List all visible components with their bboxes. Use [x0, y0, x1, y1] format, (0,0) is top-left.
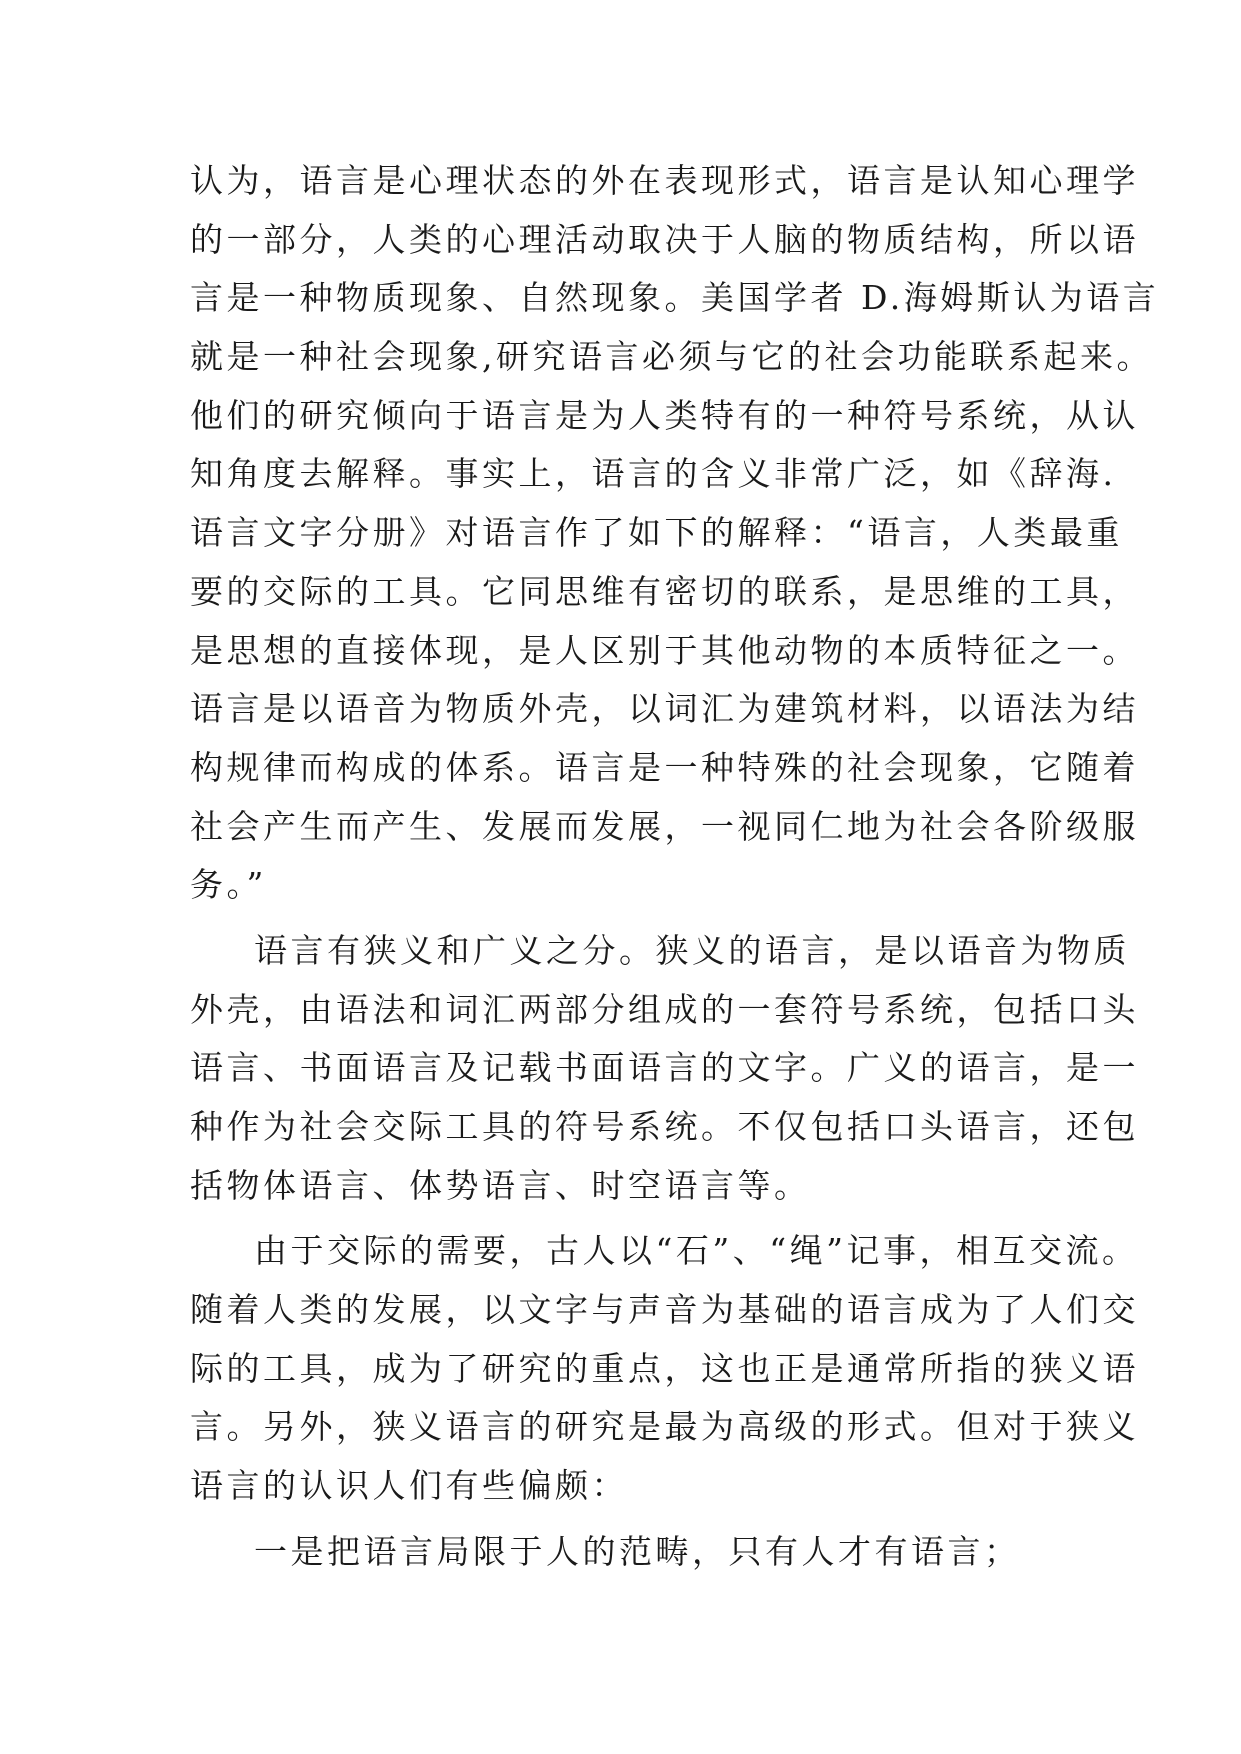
paragraph-gap: [190, 915, 1090, 922]
text-line: 构规律而构成的体系。语言是一种特殊的社会现象，它随着: [190, 747, 1139, 787]
text-line: 言。另外，狭义语言的研究是最为高级的形式。但对于狭义: [190, 1407, 1139, 1447]
text-line: 的一部分，人类的心理活动取决于人脑的物质结构，所以语: [190, 219, 1139, 259]
text-line: 语言是以语音为物质外壳，以词汇为建筑材料，以语法为结: [190, 689, 1139, 729]
paragraph: [190, 922, 1139, 1215]
text-line: 随着人类的发展，以文字与声音为基础的语言成为了人们交: [190, 1290, 1139, 1330]
paragraph: [190, 152, 1160, 915]
text-line: 他们的研究倾向于语言是为人类特有的一种符号系统，从认: [190, 395, 1139, 435]
text-line: 语言的认识人们有些偏颇：: [190, 1466, 628, 1506]
document-body: [190, 152, 1160, 1582]
text-line: 外壳，由语法和词汇两部分组成的一套符号系统，包括口头: [190, 989, 1139, 1029]
paragraph-gap: [190, 1215, 1090, 1222]
text-line: 言是一种物质现象、自然现象。美国学者 D.海姆斯认为语言: [190, 278, 1160, 318]
paragraph: [190, 1222, 1139, 1515]
paragraph-gap: [190, 1516, 1090, 1523]
text-line: 种作为社会交际工具的符号系统。不仅包括口头语言，还包: [190, 1107, 1139, 1146]
paragraph: [190, 1523, 1090, 1582]
text-line: 就是一种社会现象,研究语言必须与它的社会功能联系起来。: [190, 337, 1153, 377]
text-line: 知角度去解释。事实上，语言的含义非常广泛，如《辞海.: [190, 454, 1117, 494]
text-line: 务。”: [190, 865, 267, 905]
text-line: 由于交际的需要，古人以“石”、“绳”记事，相互交流。: [254, 1231, 1139, 1271]
text-line: 一是把语言局限于人的范畴，只有人才有语言；: [254, 1531, 1021, 1571]
text-line: 要的交际的工具。它同思维有密切的联系，是思维的工具，: [190, 571, 1139, 611]
text-line: 括物体语言、体势语言、时空语言等。: [190, 1165, 811, 1205]
text-line: 是思想的直接体现，是人区别于其他动物的本质特征之一。: [190, 630, 1139, 670]
text-line: 语言文字分册》对语言作了如下的解释：“语言，人类最重: [190, 513, 1123, 553]
text-line: 社会产生而产生、发展而发展，一视同仁地为社会各阶级服: [190, 806, 1139, 846]
text-line: 际的工具，成为了研究的重点，这也正是通常所指的狭义语: [190, 1348, 1139, 1388]
text-line: 语言有狭义和广义之分。狭义的语言，是以语音为物质: [254, 930, 1130, 970]
text-line: 语言、书面语言及记载书面语言的文字。广义的语言，是一: [190, 1048, 1139, 1088]
text-line: 认为，语言是心理状态的外在表现形式，语言是认知心理学: [190, 161, 1139, 200]
